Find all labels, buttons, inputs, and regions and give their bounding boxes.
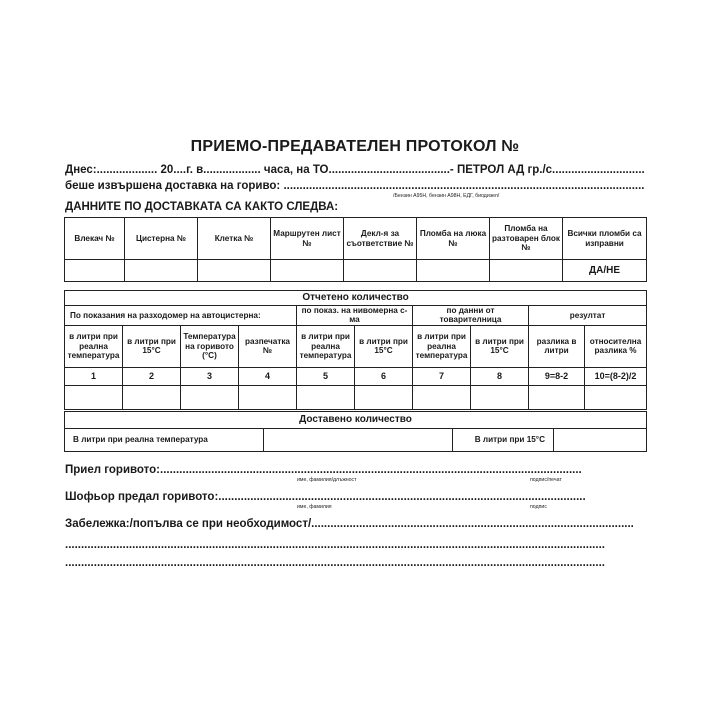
page-title: ПРИЕМО-ПРЕДАВАТЕЛЕН ПРОТОКОЛ № bbox=[190, 138, 520, 155]
driver-sign-hint: подпис bbox=[530, 504, 547, 510]
group-result: резултат bbox=[529, 306, 647, 326]
received-sign-hint: подпис/печат bbox=[530, 477, 562, 483]
value-cell[interactable] bbox=[529, 385, 585, 409]
sub-15c-3: в литри при 15°С bbox=[471, 325, 529, 367]
cell-yes-no[interactable]: ДА/НЕ bbox=[563, 260, 647, 282]
fuel-types-note: /Бензин А95Н, бензин А98Н, ЕДГ, биодизел/ bbox=[393, 193, 500, 199]
driver-name-hint: име, фамилия bbox=[297, 504, 332, 510]
counted-quantity-table bbox=[64, 290, 647, 410]
col-number: 4 bbox=[239, 367, 297, 385]
col-unload-seal: Пломба на разтоварен блок № bbox=[490, 218, 563, 260]
header-date-line: Днес:................... 20....г. в.................. часа, на ТО......................................- ПЕТРОЛ АД гр./с............................. bbox=[65, 164, 645, 176]
cell-unload-seal[interactable] bbox=[490, 260, 563, 282]
col-tank: Цистерна № bbox=[125, 218, 198, 260]
value-cell[interactable] bbox=[585, 385, 647, 409]
received-name-hint: име, фамилия/длъжност bbox=[297, 477, 357, 483]
note-dots-2[interactable]: ......................................................................................................................................................................... bbox=[65, 557, 605, 569]
col-cell: Клетка № bbox=[198, 218, 271, 260]
col-number: 9=8-2 bbox=[529, 367, 585, 385]
cell-declaration[interactable] bbox=[344, 260, 417, 282]
col-number: 5 bbox=[297, 367, 355, 385]
sub-15c-2: в литри при 15°С bbox=[355, 325, 413, 367]
at15-value[interactable] bbox=[554, 429, 647, 452]
col-number: 6 bbox=[355, 367, 413, 385]
cell-cell[interactable] bbox=[198, 260, 271, 282]
value-cell[interactable] bbox=[413, 385, 471, 409]
value-cell[interactable] bbox=[355, 385, 413, 409]
group-level-system: по показ. на нивомерна с-ма bbox=[297, 306, 413, 326]
col-declaration: Декл-я за съответствие № bbox=[344, 218, 417, 260]
col-number: 3 bbox=[181, 367, 239, 385]
at15-label: В литри при 15°С bbox=[453, 429, 554, 452]
col-route-sheet: Маршрутен лист № bbox=[271, 218, 344, 260]
delivered-title: Доставено количество bbox=[65, 412, 647, 429]
sub-15c-1: в литри при 15°С bbox=[123, 325, 181, 367]
real-temp-value[interactable] bbox=[264, 429, 453, 452]
col-number: 10=(8-2)/2 bbox=[585, 367, 647, 385]
cell-hatch-seal[interactable] bbox=[417, 260, 490, 282]
cell-tractor[interactable] bbox=[65, 260, 125, 282]
real-temp-label: В литри при реална температура bbox=[65, 429, 264, 452]
sub-real-temp-2: в литри при реална температура bbox=[297, 325, 355, 367]
sub-diff-liters: разлика в литри bbox=[529, 325, 585, 367]
sub-real-temp-1: в литри при реална температура bbox=[65, 325, 123, 367]
col-hatch-seal: Пломба на люка № bbox=[417, 218, 490, 260]
received-line[interactable]: Приел горивото:.................................................................................................................................... bbox=[65, 464, 582, 476]
col-seals-intact: Всички пломби са изправни bbox=[563, 218, 647, 260]
delivery-heading: ДАННИТЕ ПО ДОСТАВКАТА СА КАКТО СЛЕДВА: bbox=[65, 201, 339, 213]
col-number: 2 bbox=[123, 367, 181, 385]
col-number: 8 bbox=[471, 367, 529, 385]
cell-tank[interactable] bbox=[125, 260, 198, 282]
sub-relative-diff: относителна разлика % bbox=[585, 325, 647, 367]
note-dots-1[interactable]: ......................................................................................................................................................................... bbox=[65, 539, 605, 551]
group-flowmeter: По показания на разходомер на автоцистерна: bbox=[65, 306, 297, 326]
value-cell[interactable] bbox=[65, 385, 123, 409]
value-cell[interactable] bbox=[471, 385, 529, 409]
cell-route-sheet[interactable] bbox=[271, 260, 344, 282]
value-cell[interactable] bbox=[239, 385, 297, 409]
header-fuel-line: беше извършена доставка на гориво: ................................................................................................................. bbox=[65, 180, 645, 192]
value-cell[interactable] bbox=[181, 385, 239, 409]
value-cell[interactable] bbox=[297, 385, 355, 409]
col-tractor: Влекач № bbox=[65, 218, 125, 260]
delivery-table bbox=[64, 217, 647, 282]
sub-printout: разпечатка № bbox=[239, 325, 297, 367]
driver-line[interactable]: Шофьор предал горивото:................................................................................................................... bbox=[65, 491, 586, 503]
col-number: 7 bbox=[413, 367, 471, 385]
col-number: 1 bbox=[65, 367, 123, 385]
value-cell[interactable] bbox=[123, 385, 181, 409]
group-waybill: по данни от товарителница bbox=[413, 306, 529, 326]
sub-real-temp-3: в литри при реална температура bbox=[413, 325, 471, 367]
delivered-quantity-table bbox=[64, 411, 647, 452]
counted-title: Отчетено количество bbox=[65, 291, 647, 306]
sub-fuel-temp: Температура на горивото (°С) bbox=[181, 325, 239, 367]
note-line[interactable]: Забележка:/попълва се при необходимост/..................................................................................................... bbox=[65, 518, 634, 530]
